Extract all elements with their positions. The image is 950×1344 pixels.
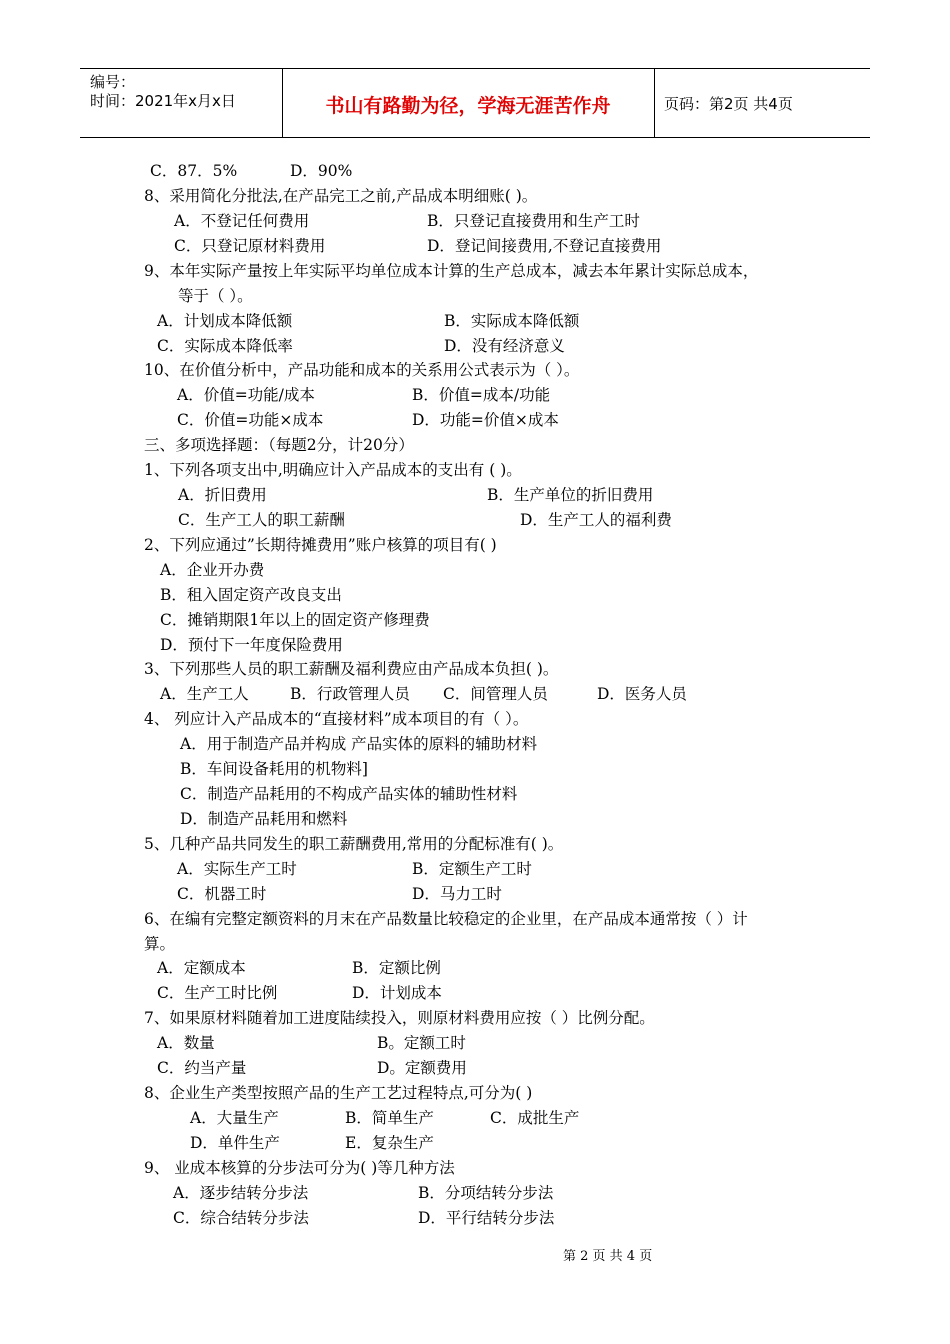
option-text: A．生产工人 xyxy=(160,685,249,703)
header-motto: 书山有路勤为径，学海无涯苦作舟 xyxy=(325,95,611,117)
header-divider xyxy=(654,69,655,137)
option-text: A．数量 xyxy=(157,1034,215,1052)
document-time-label: 时间：2021年x月x日 xyxy=(90,92,236,110)
option-text: C．87．5% xyxy=(150,162,238,180)
option-text: B．简单生产 xyxy=(345,1109,434,1127)
question-text: 9、 业成本核算的分步法可分为( )等几种方法 xyxy=(144,1159,455,1177)
option-text: C．生产工时比例 xyxy=(157,984,278,1002)
question-text: 1、下列各项支出中,明确应计入产品成本的支出有 ( )。 xyxy=(144,461,522,479)
page-header xyxy=(80,68,870,138)
option-text: D．制造产品耗用和燃料 xyxy=(180,810,348,828)
option-text: B．租入固定资产改良支出 xyxy=(160,586,342,604)
option-text: C．制造产品耗用的不构成产品实体的辅助性材料 xyxy=(180,785,518,803)
question-text: 3、下列那些人员的职工薪酬及福利费应由产品成本负担( )。 xyxy=(144,660,559,678)
option-text: C．只登记原材料费用 xyxy=(174,237,326,255)
option-text: A．大量生产 xyxy=(190,1109,279,1127)
page-footer: 第 2 页 共 4 页 xyxy=(563,1249,653,1264)
question-text: 7、如果原材料随着加工进度陆续投入，则原材料费用应按（ ）比例分配。 xyxy=(144,1009,655,1027)
option-text: D．没有经济意义 xyxy=(444,337,565,355)
option-text: B．车间设备耗用的机物料] xyxy=(180,760,368,778)
question-text: 5、几种产品共同发生的职工薪酬费用,常用的分配标准有( )。 xyxy=(144,835,564,853)
option-text: A．折旧费用 xyxy=(178,486,267,504)
question-text: 算。 xyxy=(144,935,176,953)
option-text: D．医务人员 xyxy=(597,685,687,703)
option-text: C．生产工人的职工薪酬 xyxy=(178,511,345,529)
question-text: 6、在编有完整定额资料的月末在产品数量比较稳定的企业里，在产品成本通常按（ ）计 xyxy=(144,910,748,928)
option-text: D．单件生产 xyxy=(190,1134,280,1152)
option-text: C．摊销期限1年以上的固定资产修理费 xyxy=(160,611,430,629)
option-text: B．分项结转分步法 xyxy=(418,1184,554,1202)
option-text: D．功能=价值×成本 xyxy=(412,411,559,429)
option-text: D．登记间接费用,不登记直接费用 xyxy=(427,237,662,255)
option-text: A．价值=功能/成本 xyxy=(177,386,315,404)
header-page-info: 页码：第2页 共4页 xyxy=(664,95,793,113)
option-text: C．价值=功能×成本 xyxy=(177,411,324,429)
option-text: A．计划成本降低额 xyxy=(157,312,293,330)
question-text: 8、采用简化分批法,在产品完工之前,产品成本明细账( )。 xyxy=(144,187,538,205)
option-text: D．生产工人的福利费 xyxy=(520,511,672,529)
option-text: D．平行结转分步法 xyxy=(418,1209,555,1227)
option-text: D。定额费用 xyxy=(377,1059,467,1077)
section-heading: 三、多项选择题：（每题2分，计20分） xyxy=(144,436,414,454)
option-text: B．定额生产工时 xyxy=(412,860,532,878)
document-code-label: 编号： xyxy=(90,73,136,91)
option-text: D．90% xyxy=(290,162,353,180)
option-text: B．定额比例 xyxy=(352,959,441,977)
option-text: A．企业开办费 xyxy=(160,561,265,579)
option-text: B．价值=成本/功能 xyxy=(412,386,551,404)
question-text: 等于（ ）。 xyxy=(178,287,253,305)
question-text: 2、下列应通过”长期待摊费用”账户核算的项目有( ) xyxy=(144,536,497,554)
option-text: C．成批生产 xyxy=(490,1109,580,1127)
option-text: D．计划成本 xyxy=(352,984,442,1002)
option-text: C．实际成本降低率 xyxy=(157,337,293,355)
option-text: A．逐步结转分步法 xyxy=(173,1184,309,1202)
question-text: 4、 列应计入产品成本的“直接材料”成本项目的有（ ）。 xyxy=(144,710,529,728)
option-text: D．预付下一年度保险费用 xyxy=(160,636,343,654)
option-text: A．用于制造产品并构成 产品实体的原料的辅助材料 xyxy=(180,735,538,753)
question-text: 9、本年实际产量按上年实际平均单位成本计算的生产总成本，减去本年累计实际总成本， xyxy=(144,262,759,280)
option-text: B．只登记直接费用和生产工时 xyxy=(427,212,640,230)
option-text: A．不登记任何费用 xyxy=(174,212,310,230)
option-text: D．马力工时 xyxy=(412,885,502,903)
option-text: C．间管理人员 xyxy=(443,685,548,703)
header-meta xyxy=(90,73,280,111)
option-text: B．实际成本降低额 xyxy=(444,312,580,330)
option-text: E．复杂生产 xyxy=(345,1134,434,1152)
option-text: C．机器工时 xyxy=(177,885,267,903)
option-text: A．定额成本 xyxy=(157,959,246,977)
option-text: B。定额工时 xyxy=(377,1034,466,1052)
option-text: B．生产单位的折旧费用 xyxy=(487,486,654,504)
option-text: B．行政管理人员 xyxy=(290,685,410,703)
option-text: A．实际生产工时 xyxy=(177,860,297,878)
option-text: C．约当产量 xyxy=(157,1059,247,1077)
question-text: 8、企业生产类型按照产品的生产工艺过程特点,可分为( ) xyxy=(144,1084,533,1102)
question-text: 10、在价值分析中，产品功能和成本的关系用公式表示为（ ）。 xyxy=(144,361,580,379)
option-text: C．综合结转分步法 xyxy=(173,1209,309,1227)
